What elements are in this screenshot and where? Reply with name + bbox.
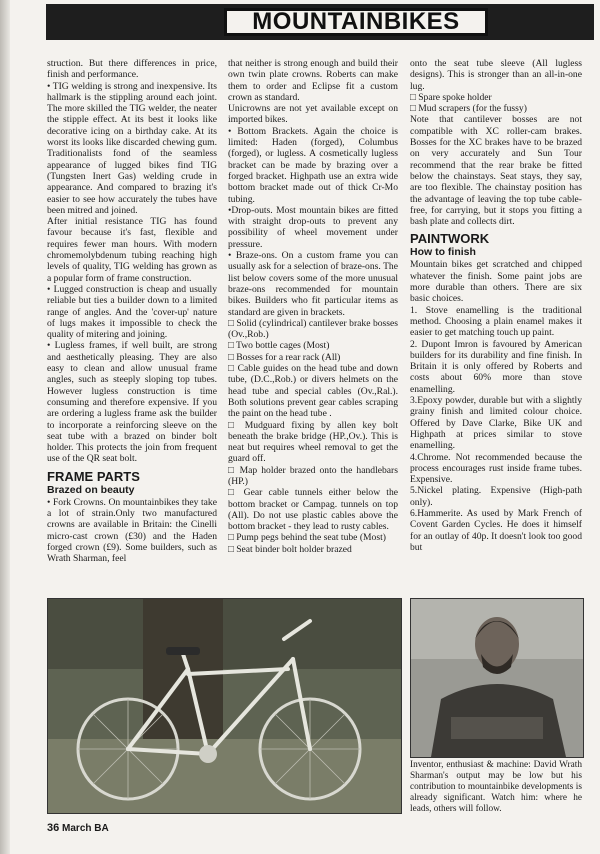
paragraph: • Lugless frames, if well built, are strong and aesthetically pleasing. They are also easy to clean and allow unusual frame angles, such as steeply sloping top tubes. However lugless construction is time consuming and therefore expensive. If you are ordering a lugless frame ask the builder to incorporate a reinforcing sleeve on the seat tube with a brazed on binder bolt holder. This protects the join from frequent use of the QR seat bolt.: [47, 340, 217, 465]
paragraph: onto the seat tube sleeve (All lugless designs). This is stronger than an all-in-one lug.: [410, 58, 582, 92]
header-bar: [46, 4, 594, 40]
paragraph: • TIG welding is strong and inexpensive. Its hallmark is the stippling around each joint. The more skilled the TIG welder, the neater the stipple effect. At its best it looks like decorative icing on a birthday cake. At its worst its looks like discarded chewing gum. Traditionalists fond of the seamless appearance of lugged bikes find TIG (Tungsten Inert Gas) welding crude in appearance. And compared to brazing it's easier to see how accurately the tubes have been mitred and joined.: [47, 80, 217, 216]
text-column-1: [47, 58, 217, 564]
paragraph: • Fork Crowns. On mountainbikes they take a lot of strain.Only two manufactured crowns are available in Britain: the Cinelli micro-cast crown (£30) and the Haden forged crown (£9). Some builders, such as Wrath Sharman, feel: [47, 496, 217, 565]
paragraph: Unicrowns are not yet available except on imported bikes.: [228, 103, 398, 126]
text-column-2: [228, 58, 398, 555]
paragraph: After initial resistance TIG has found favour because it's fast, flexible and requires fewer man hours. With modern chromemolybdenum tubing reaching high levels of quality, TIG welding has grown as a popular form of frame construction.: [47, 216, 217, 284]
list-item: □ Mudguard fixing by allen key bolt beneath the brake bridge (HP.,Ov.). This is neat but requires wheel removal to get the guard off.: [228, 419, 398, 465]
paragraph: • Lugged construction is cheap and usually reliable but ties a builder down to a limited range of angles. And the 'cover-up' nature of lugs makes it impossible to check the quality of mitering and joining.: [47, 283, 217, 341]
list-item: 5.Nickel plating. Expensive (High-path only).: [410, 485, 582, 508]
list-item: 3.Epoxy powder, durable but with a slightly grainy finish and limited colour choice. Offered by Dave Clarke, Bike UK and Highpath at prices similar to stove enamelling.: [410, 395, 582, 452]
paragraph: • Bottom Brackets. Again the choice is limited: Haden (forged), Columbus (forged), or lugless. A cosmetically lugless bracket can be made by brazing over a forged bracket. Highpath use an extra wide bottom bracket made out of thick Cr-Mo tubing.: [228, 125, 398, 205]
page-spine: [0, 0, 10, 854]
list-item: 4.Chrome. Not recommended because the process encourages rust inside frame tubes. Expensive.: [410, 451, 582, 486]
paragraph: •Drop-outs. Most mountain bikes are fitted with straight drop-outs to prevent any possibility of wheel movement under pressure.: [228, 204, 398, 250]
list-item: □ Bosses for a rear rack (All): [228, 351, 341, 363]
section-heading: PAINTWORK: [410, 231, 490, 247]
paragraph: Mountain bikes get scratched and chipped whatever the finish. Some paint jobs are more durable than others. There are six basic choices.: [410, 259, 582, 305]
list-item: 6.Hammerite. As used by Mark French of Covent Garden Cycles. He does it himself for an outlay of 40p. It doesn't look too good but: [410, 507, 582, 553]
issue-label: March BA: [62, 823, 109, 834]
photo-caption: Inventor, enthusiast & machine: David Wrath Sharman's output may be low but his contribution to mountainbike developments is already significant. Watch him: where he leads, others will follow.: [410, 760, 582, 814]
page-number: 36: [47, 822, 60, 834]
list-item: □ Two bottle cages (Most): [228, 340, 330, 352]
list-item: □ Spare spoke holder: [410, 91, 492, 103]
portrait-photo: [410, 598, 584, 758]
list-item: □ Gear cable tunnels either below the bottom bracket or Campag. tunnels on top (All). Do not use plastic cables above the bottom bracket - they lead to rusty cables.: [228, 487, 398, 533]
list-item: □ Seat binder bolt holder brazed: [228, 543, 352, 555]
paragraph: struction. But there differences in price, finish and performance.: [47, 58, 217, 81]
list-item: 2. Dupont Imron is favoured by American builders for its durability and fine finish. In Britain it is only offered by Roberts and costs about 60% more than stove enamelling.: [410, 338, 582, 395]
list-item: □ Map holder brazed onto the handlebars (HP.): [228, 464, 398, 487]
list-item: □ Pump pegs behind the seat tube (Most): [228, 532, 386, 544]
list-item: □ Solid (cylindrical) cantilever brake bosses (Ov.,Rob.): [228, 317, 398, 341]
paragraph: that neither is strong enough and build their own twin plate crowns. Roberts can make them to order and Eclipse fit a custom crown as standard.: [228, 58, 398, 103]
text-column-3: [410, 58, 582, 553]
list-item: □ Cable guides on the head tube and down tube, (D.C.,Rob.) or divers helmets on the head tube and special cables (Ov.,Ral.). Both solutions prevent gear cables scraping the paint on the head tube .: [228, 363, 398, 420]
section-subheading: How to finish: [410, 246, 476, 259]
list-item: 1. Stove enamelling is the traditional method. Choosing a plain enamel makes it easier to get matching touch up paint.: [410, 304, 582, 339]
bike-photo: [47, 598, 402, 814]
mountain-bike-illustration: [48, 599, 401, 813]
section-subheading: Brazed on beauty: [47, 483, 135, 496]
page-folio: [47, 822, 247, 834]
paragraph: • Braze-ons. On a custom frame you can usually ask for a selection of braze-ons. The list below covers some of the more unusual braze-ons recommended for mountain bikes. Builders who fit particular items as standard are given in brackets.: [228, 250, 398, 318]
man-portrait-illustration: [411, 599, 583, 757]
page-title: MOUNTAINBIKES: [224, 8, 488, 36]
section-heading: FRAME PARTS: [47, 468, 140, 484]
list-item: □ Mud scrapers (for the fussy): [410, 103, 527, 115]
paragraph: Note that cantilever bosses are not compatible with XC roller-cam brakes. Bosses for the XC brakes have to be brazed on very accurately and Sun Tour recommend that the rear brake be fitted below the chainstays. Seat stays, they say, are too flexible. The chainstay position has the advantage of leaving the top tube cable-free, for carrying, but it stops you fitting a bash plate and collects dirt.: [410, 114, 582, 228]
